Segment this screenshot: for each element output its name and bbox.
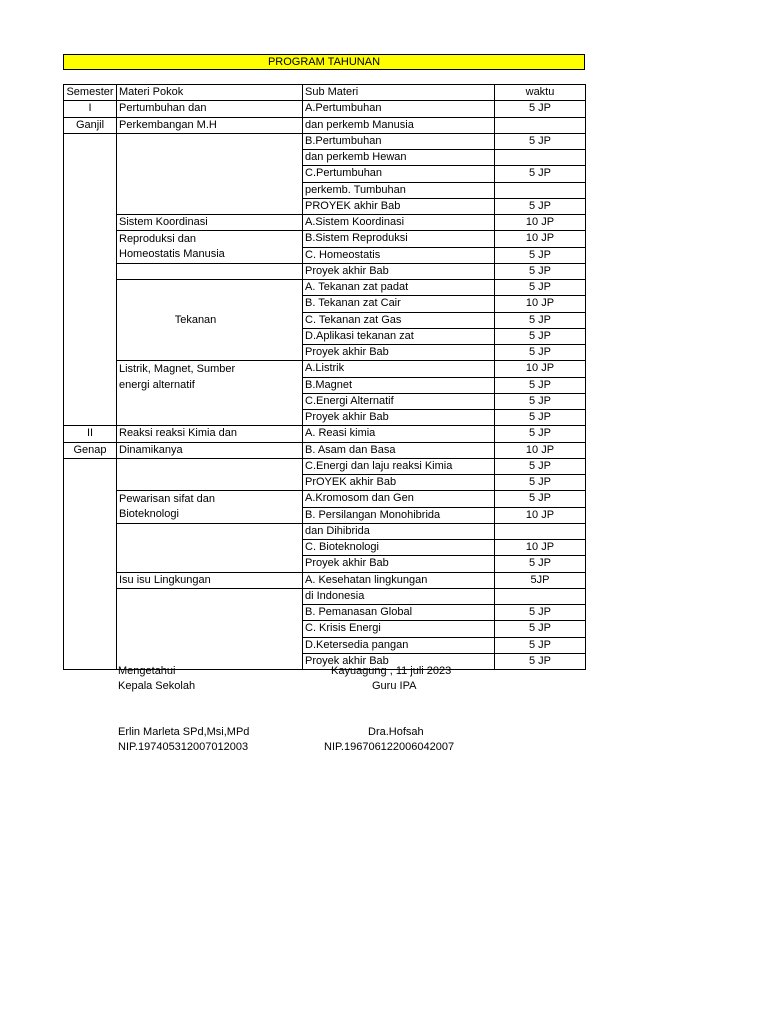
- table-row: [64, 588, 586, 604]
- header-semester: Semester: [64, 85, 117, 101]
- waktu-cell: 5 JP: [495, 605, 586, 621]
- sub-materi-cell: PrOYEK akhir Bab: [303, 475, 495, 491]
- materi-pokok-cell: [117, 150, 303, 166]
- table-row: [64, 198, 586, 214]
- semester-cell: [64, 572, 117, 588]
- sub-materi-cell: B.Sistem Reproduksi: [303, 231, 495, 247]
- waktu-cell: 5 JP: [495, 426, 586, 442]
- sub-materi-cell: B. Pemanasan Global: [303, 605, 495, 621]
- table-row: [64, 117, 586, 133]
- semester-cell: [64, 556, 117, 572]
- waktu-cell: 5 JP: [495, 328, 586, 344]
- sub-materi-cell: C. Bioteknologi: [303, 540, 495, 556]
- materi-pokok-cell: [117, 588, 303, 604]
- sub-materi-cell: A. Reasi kimia: [303, 426, 495, 442]
- waktu-cell: [495, 150, 586, 166]
- sub-materi-cell: PROYEK akhir Bab: [303, 198, 495, 214]
- materi-pokok-cell: [117, 263, 303, 279]
- sub-materi-cell: B. Persilangan Monohibrida: [303, 507, 495, 523]
- materi-pokok-cell: [117, 166, 303, 182]
- table-row: [64, 377, 586, 393]
- sub-materi-cell: A. Tekanan zat padat: [303, 280, 495, 296]
- table-row: [64, 361, 586, 377]
- materi-pokok-cell: [117, 621, 303, 637]
- sub-materi-cell: B. Tekanan zat Cair: [303, 296, 495, 312]
- semester-cell: [64, 540, 117, 556]
- materi-pokok-cell: energi alternatif: [117, 377, 303, 393]
- sig-right-line2: Guru IPA: [372, 680, 417, 692]
- waktu-cell: 5 JP: [495, 247, 586, 263]
- semester-cell: [64, 393, 117, 409]
- semester-cell: [64, 458, 117, 474]
- materi-pokok-cell: Bioteknologi: [117, 507, 303, 523]
- semester-cell: [64, 231, 117, 247]
- table-row: [64, 345, 586, 361]
- materi-pokok-cell: [117, 296, 303, 312]
- table-row: [64, 166, 586, 182]
- waktu-cell: 5 JP: [495, 653, 586, 669]
- materi-pokok-cell: Homeostatis Manusia: [117, 247, 303, 263]
- table-row: [64, 540, 586, 556]
- sub-materi-cell: A. Kesehatan lingkungan: [303, 572, 495, 588]
- table-row: [64, 182, 586, 198]
- waktu-cell: 5 JP: [495, 556, 586, 572]
- table-row: [64, 296, 586, 312]
- materi-pokok-cell: Perkembangan M.H: [117, 117, 303, 133]
- waktu-cell: 10 JP: [495, 215, 586, 231]
- waktu-cell: 5JP: [495, 572, 586, 588]
- sub-materi-cell: A.Pertumbuhan: [303, 101, 495, 117]
- semester-cell: [64, 507, 117, 523]
- semester-cell: [64, 410, 117, 426]
- semester-cell: Ganjil: [64, 117, 117, 133]
- materi-pokok-cell: Dinamikanya: [117, 442, 303, 458]
- waktu-cell: 5 JP: [495, 458, 586, 474]
- table-row: [64, 491, 586, 507]
- sub-materi-cell: A.Kromosom dan Gen: [303, 491, 495, 507]
- semester-cell: [64, 182, 117, 198]
- program-table-body: [64, 85, 586, 670]
- table-row: [64, 393, 586, 409]
- table-row: [64, 621, 586, 637]
- materi-pokok-cell: [117, 556, 303, 572]
- table-row: [64, 263, 586, 279]
- sub-materi-cell: D.Aplikasi tekanan zat: [303, 328, 495, 344]
- semester-cell: [64, 296, 117, 312]
- waktu-cell: [495, 523, 586, 539]
- materi-pokok-cell: [117, 605, 303, 621]
- materi-pokok-cell: [117, 345, 303, 361]
- sub-materi-cell: Proyek akhir Bab: [303, 410, 495, 426]
- semester-cell: [64, 133, 117, 149]
- table-row: [64, 523, 586, 539]
- sub-materi-cell: C. Krisis Energi: [303, 621, 495, 637]
- sub-materi-cell: C.Energi Alternatif: [303, 393, 495, 409]
- waktu-cell: 5 JP: [495, 280, 586, 296]
- materi-pokok-cell: Tekanan: [117, 312, 303, 328]
- table-row: [64, 231, 586, 247]
- waktu-cell: 10 JP: [495, 540, 586, 556]
- semester-cell: [64, 653, 117, 669]
- sub-materi-cell: B.Pertumbuhan: [303, 133, 495, 149]
- semester-cell: [64, 345, 117, 361]
- table-row: [64, 410, 586, 426]
- semester-cell: Genap: [64, 442, 117, 458]
- sig-left-name: Erlin Marleta SPd,Msi,MPd: [118, 726, 250, 738]
- sub-materi-cell: Proyek akhir Bab: [303, 653, 495, 669]
- table-row: [64, 637, 586, 653]
- header-materi-pokok: Materi Pokok: [117, 85, 303, 101]
- waktu-cell: 5 JP: [495, 166, 586, 182]
- materi-pokok-cell: [117, 410, 303, 426]
- sub-materi-cell: C.Energi dan laju reaksi Kimia: [303, 458, 495, 474]
- table-row: [64, 605, 586, 621]
- materi-pokok-cell: [117, 523, 303, 539]
- semester-cell: [64, 328, 117, 344]
- sig-right-line1: Kayuagung , 11 juli 2023: [331, 665, 452, 677]
- materi-pokok-cell: Sistem Koordinasi: [117, 215, 303, 231]
- sig-left-nip: NIP.197405312007012003: [118, 741, 249, 753]
- waktu-cell: 5 JP: [495, 410, 586, 426]
- table-row: [64, 280, 586, 296]
- materi-pokok-cell: [117, 540, 303, 556]
- sub-materi-cell: A.Listrik: [303, 361, 495, 377]
- waktu-cell: 5 JP: [495, 621, 586, 637]
- materi-pokok-cell: Reaksi reaksi Kimia dan: [117, 426, 303, 442]
- materi-pokok-cell: [117, 182, 303, 198]
- table-row: [64, 133, 586, 149]
- semester-cell: [64, 198, 117, 214]
- semester-cell: [64, 312, 117, 328]
- table-row: [64, 312, 586, 328]
- table-row: [64, 101, 586, 117]
- materi-pokok-cell: [117, 393, 303, 409]
- header-waktu: waktu: [495, 85, 586, 101]
- table-row: [64, 556, 586, 572]
- table-row: [64, 150, 586, 166]
- sub-materi-cell: C. Homeostatis: [303, 247, 495, 263]
- sub-materi-cell: dan perkemb Hewan: [303, 150, 495, 166]
- waktu-cell: 10 JP: [495, 507, 586, 523]
- waktu-cell: 10 JP: [495, 296, 586, 312]
- waktu-cell: 5 JP: [495, 393, 586, 409]
- sig-left-line1: Mengetahui: [118, 665, 176, 677]
- sub-materi-cell: dan Dihibrida: [303, 523, 495, 539]
- table-row: [64, 507, 586, 523]
- sub-materi-cell: Proyek akhir Bab: [303, 556, 495, 572]
- waktu-cell: 5 JP: [495, 377, 586, 393]
- sub-materi-cell: Proyek akhir Bab: [303, 345, 495, 361]
- materi-pokok-cell: [117, 458, 303, 474]
- header-sub-materi: Sub Materi: [303, 85, 495, 101]
- table-row: [64, 572, 586, 588]
- materi-pokok-cell: Reproduksi dan: [117, 231, 303, 247]
- sig-left-line2: Kepala Sekolah: [118, 680, 196, 692]
- semester-cell: [64, 475, 117, 491]
- semester-cell: [64, 166, 117, 182]
- waktu-cell: [495, 117, 586, 133]
- materi-pokok-cell: Pewarisan sifat dan: [117, 491, 303, 507]
- table-row: [64, 458, 586, 474]
- table-row: [64, 442, 586, 458]
- semester-cell: [64, 361, 117, 377]
- semester-cell: [64, 491, 117, 507]
- sig-right-name: Dra.Hofsah: [368, 726, 424, 738]
- waktu-cell: 10 JP: [495, 442, 586, 458]
- table-row: [64, 247, 586, 263]
- waktu-cell: 5 JP: [495, 263, 586, 279]
- materi-pokok-cell: Listrik, Magnet, Sumber: [117, 361, 303, 377]
- table-row: [64, 475, 586, 491]
- waktu-cell: 10 JP: [495, 231, 586, 247]
- materi-pokok-cell: [117, 133, 303, 149]
- program-table: [63, 84, 586, 670]
- semester-cell: [64, 280, 117, 296]
- sub-materi-cell: A.Sistem Koordinasi: [303, 215, 495, 231]
- materi-pokok-cell: [117, 280, 303, 296]
- materi-pokok-cell: Isu isu Lingkungan: [117, 572, 303, 588]
- materi-pokok-cell: [117, 637, 303, 653]
- semester-cell: [64, 637, 117, 653]
- waktu-cell: [495, 588, 586, 604]
- waktu-cell: 5 JP: [495, 133, 586, 149]
- page-title: PROGRAM TAHUNAN: [63, 54, 585, 70]
- waktu-cell: 5 JP: [495, 198, 586, 214]
- waktu-cell: 5 JP: [495, 475, 586, 491]
- sub-materi-cell: Proyek akhir Bab: [303, 263, 495, 279]
- materi-pokok-cell: [117, 328, 303, 344]
- semester-cell: I: [64, 101, 117, 117]
- sub-materi-cell: C. Tekanan zat Gas: [303, 312, 495, 328]
- sub-materi-cell: C.Pertumbuhan: [303, 166, 495, 182]
- sub-materi-cell: perkemb. Tumbuhan: [303, 182, 495, 198]
- semester-cell: [64, 247, 117, 263]
- table-row: [64, 215, 586, 231]
- semester-cell: [64, 523, 117, 539]
- waktu-cell: 5 JP: [495, 491, 586, 507]
- table-row: [64, 328, 586, 344]
- sub-materi-cell: D.Ketersedia pangan: [303, 637, 495, 653]
- waktu-cell: 5 JP: [495, 345, 586, 361]
- semester-cell: [64, 621, 117, 637]
- materi-pokok-cell: [117, 198, 303, 214]
- semester-cell: [64, 588, 117, 604]
- table-row: [64, 426, 586, 442]
- materi-pokok-cell: [117, 475, 303, 491]
- waktu-cell: 5 JP: [495, 101, 586, 117]
- waktu-cell: [495, 182, 586, 198]
- semester-cell: [64, 215, 117, 231]
- semester-cell: II: [64, 426, 117, 442]
- sub-materi-cell: dan perkemb Manusia: [303, 117, 495, 133]
- sub-materi-cell: B. Asam dan Basa: [303, 442, 495, 458]
- semester-cell: [64, 150, 117, 166]
- sub-materi-cell: B.Magnet: [303, 377, 495, 393]
- semester-cell: [64, 605, 117, 621]
- waktu-cell: 5 JP: [495, 312, 586, 328]
- waktu-cell: 5 JP: [495, 637, 586, 653]
- semester-cell: [64, 377, 117, 393]
- waktu-cell: 10 JP: [495, 361, 586, 377]
- sub-materi-cell: di Indonesia: [303, 588, 495, 604]
- semester-cell: [64, 263, 117, 279]
- table-header-row: [64, 85, 586, 101]
- sig-right-nip: NIP.196706122006042007: [324, 741, 455, 753]
- materi-pokok-cell: Pertumbuhan dan: [117, 101, 303, 117]
